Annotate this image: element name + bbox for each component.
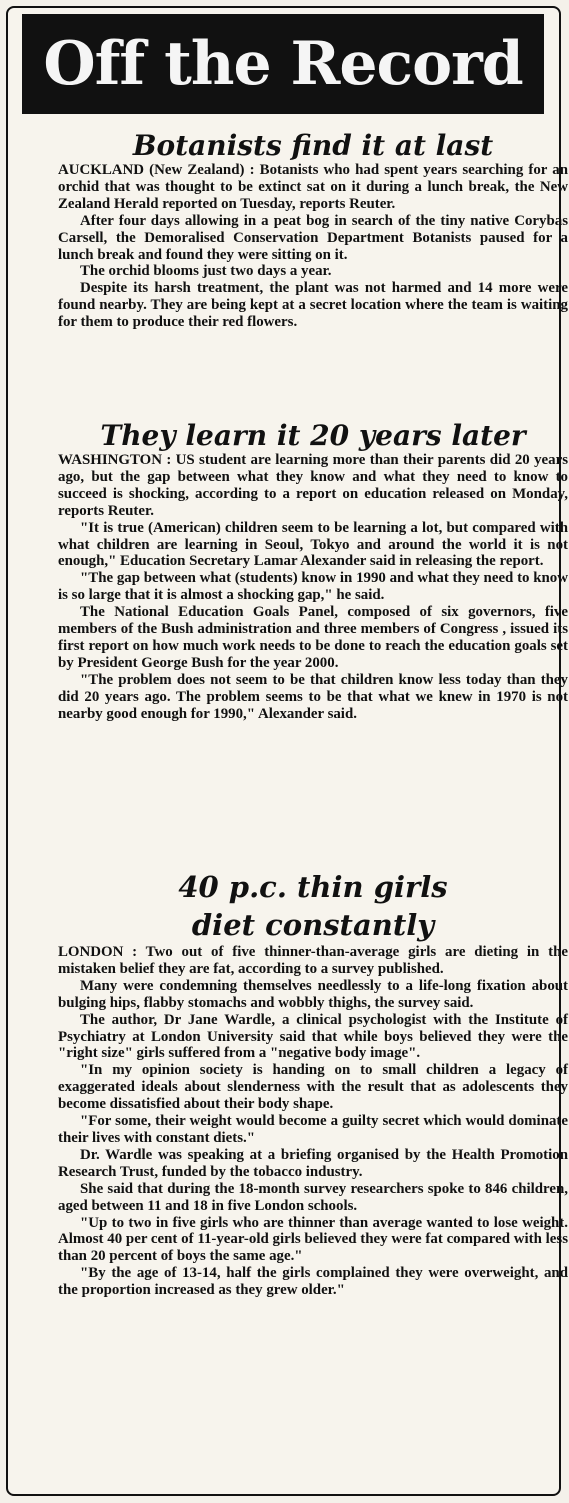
paragraph: The author, Dr Jane Wardle, a clinical psychologist with the Institute of Psychiatry at London University said that while boys believed they were the "right size" girls suffered from a "negative body image".: [58, 1011, 568, 1062]
paragraph: AUCKLAND (New Zealand) : Botanists who had spent years searching for an orchid that was thought to be extinct sat on it during a lunch break, the New Zealand Herald reported on Tuesday, reports Reuter.: [58, 162, 568, 212]
paragraph: "It is true (American) children seem to be learning a lot, but compared with what children are learning in Seoul, Tokyo and around the world it is not enough," Education Secretary Lamar Alexander said in releasing the report.: [58, 519, 568, 570]
paragraph: "For some, their weight would become a guilty secret which would dominate their lives with constant diets.": [58, 1113, 568, 1146]
paragraph: She said that during the 18-month survey researchers spoke to 846 children, aged between 11 and 18 in five London schools.: [58, 1180, 568, 1214]
paragraph: WASHINGTON : US student are learning more than their parents did 20 years ago, but the gap between what they know and what they need to know to succeed is shocking, according to a report on education released on Monday, reports Reuter.: [58, 452, 568, 519]
story-headline: Botanists find it at last: [132, 129, 494, 162]
paragraph: After four days allowing in a peat bog in search of the tiny native Corybas Carsell, the Demoralised Conservation Department Botanists paused for a lunch break and found they were sitting on it.: [58, 212, 568, 263]
masthead-title: Off the Record: [22, 14, 544, 114]
paragraph: The National Education Goals Panel, composed of six governors, five members of the Bush administration and three members of Congress , issued its first report on how much work needs to be done to reach the education goals set by President George Bush for the year 2000.: [58, 604, 568, 671]
story-body: [58, 944, 568, 1299]
paragraph: "In my opinion society is handing on to small children a legacy of exaggerated ideals about slenderness with the result that as adolescents they become dissatisfied about their body shape.: [58, 1062, 568, 1113]
paragraph: Dr. Wardle was speaking at a briefing organised by the Health Promotion Research Trust, funded by the tobacco industry.: [58, 1146, 568, 1180]
paragraph: The orchid blooms just two days a year.: [80, 263, 332, 280]
headline-line: diet constantly: [191, 908, 435, 942]
paragraph: "Up to two in five girls who are thinner than average wanted to lose weight. Almost 40 per cent of 11-year-old girls believed they were fat compared with less than 20 percent of boys the same age.": [58, 1214, 568, 1265]
story-botanists: [58, 130, 568, 331]
paragraph: "By the age of 13-14, half the girls complained they were overweight, and the proportion increased as they grew older.": [58, 1265, 568, 1299]
paragraph: Many were condemning themselves needlessly to a life-long fixation about bulging hips, flabby stomachs and wobbly thighs, the survey said.: [58, 977, 568, 1011]
paragraph: "The gap between what (students) know in 1990 and what they need to know is so large that it is almost a shocking gap," he said.: [58, 570, 568, 604]
paragraph: LONDON : Two out of five thinner-than-average girls are dieting in the mistaken belief they are fat, according to a survey published.: [58, 944, 568, 977]
story-headline: They learn it 20 years later: [100, 419, 526, 452]
story-headline: [58, 868, 568, 944]
paragraph: "The problem does not seem to be that children know less today than they did 20 years ago. The problem seems to be that what we knew in 1970 is not nearby good enough for 1990," Alexander said.: [58, 671, 568, 722]
story-body: [58, 162, 568, 331]
story-body: [58, 452, 568, 723]
paragraph: Despite its harsh treatment, the plant was not harmed and 14 more were found nearby. They are being kept at a secret location where the team is waiting for them to produce their red flowers.: [58, 280, 568, 331]
headline-line: 40 p.c. thin girls: [178, 870, 448, 904]
story-thin-girls: [58, 868, 568, 1299]
story-learn-20-years: [58, 420, 568, 723]
